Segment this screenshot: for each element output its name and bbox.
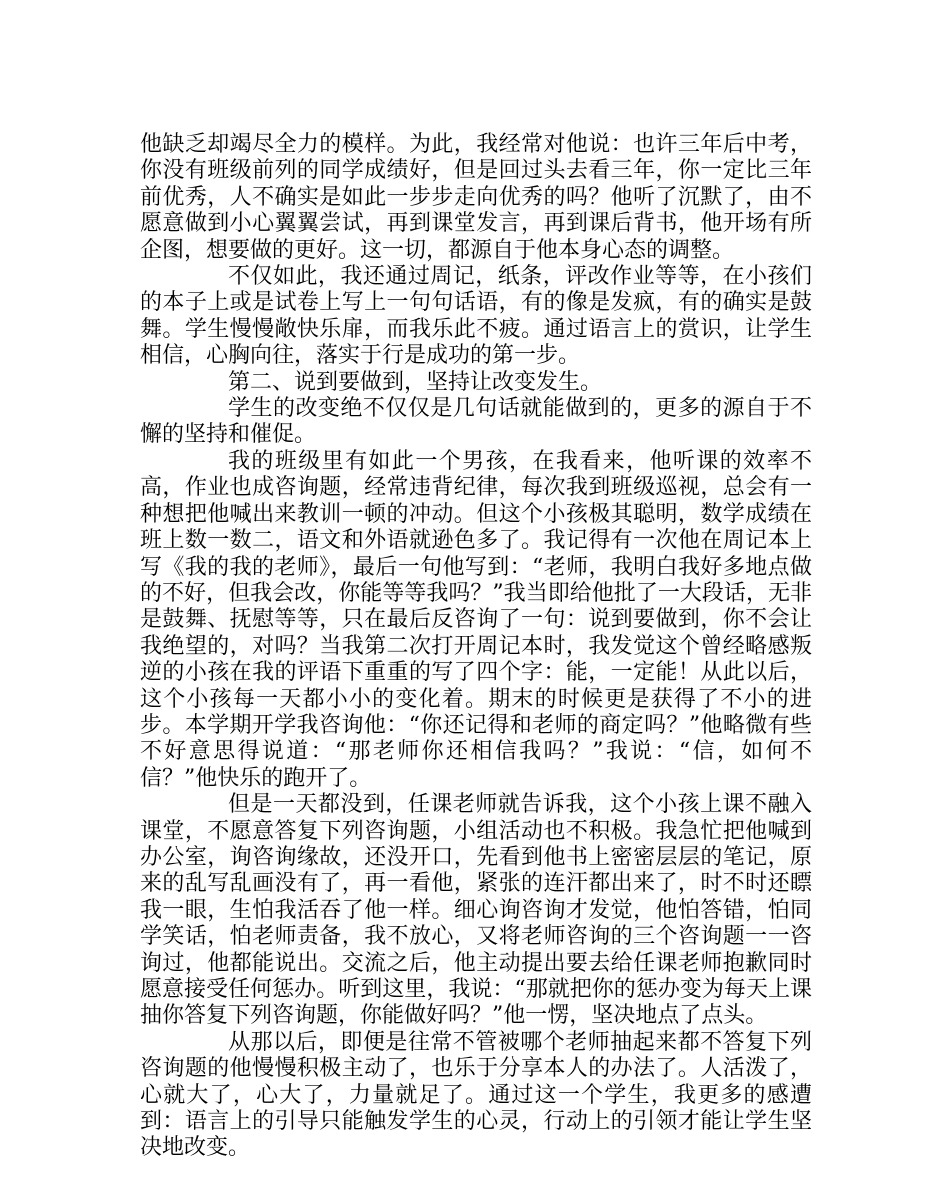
paragraph: 从那以后，即便是往常不管被哪个老师抽起来都不答复下列咨询题的他慢慢积极主动了，也乐于分享本人的办法了。人活泼了，心就大了，心大了，力量就足了。通过这一个学生，我更多的感遭到：语言上的引导只能触发学生的心灵，行动上的引领才能让学生坚决地改变。 [140,1029,812,1161]
paragraph: 他缺乏却竭尽全力的模样。为此，我经常对他说：也许三年后中考，你没有班级前列的同学成绩好，但是回过头去看三年，你一定比三年前优秀，人不确实是如此一步步走向优秀的吗？他听了沉默了，由不愿意做到小心翼翼尝试，再到课堂发言，再到课后背书，他开场有所企图，想要做的更好。这一切，都源自于他本身心态的调整。 [140,132,812,263]
document-page [140,132,812,1162]
paragraph: 不仅如此，我还通过周记，纸条，评改作业等等，在小孩们的本子上或是试卷上写上一句句话语，有的像是发疯，有的确实是鼓舞。学生慢慢敞快乐扉，而我乐此不疲。通过语言上的赏识，让学生相信，心胸向往，落实于行是成功的第一步。 [140,264,812,369]
paragraph: 但是一天都没到，任课老师就告诉我，这个小孩上课不融入课堂，不愿意答复下列咨询题，小组活动也不积极。我急忙把他喊到办公室，询咨询缘故，还没开口，先看到他书上密密层层的笔记，原来的乱写乱画没有了，再一看他，紧张的连汗都出来了，时不时还瞟我一眼，生怕我活吞了他一样。细心询咨询才发觉，他怕答错，怕同学笑话，怕老师责备，我不放心，又将老师咨询的三个咨询题一一咨询过，他都能说出。交流之后，他主动提出要去给任课老师抱歉同时愿意接受任何惩办。听到这里，我说：“那就把你的惩办变为每天上课抽你答复下列咨询题，你能做好吗？”他一愣，坚决地点了点头。 [140,792,812,1029]
section-heading: 第二、说到要做到，坚持让改变发生。 [228,369,603,395]
paragraph: 我的班级里有如此一个男孩，在我看来，他听课的效率不高，作业也成咨询题，经常违背纪律，每次我到班级巡视，总会有一种想把他喊出来教训一顿的冲动。但这个小孩极其聪明，数学成绩在班上数一数二，语文和外语就逊色多了。我记得有一次他在周记本上写《我的我的老师》，最后一句他写到：“老师，我明白我好多地点做的不好，但我会改，你能等等我吗？”我当即给他批了一大段话，无非是鼓舞、抚慰等等，只在最后反咨询了一句：说到要做到，你不会让我绝望的，对吗？当我第二次打开周记本时，我发觉这个曾经略感叛逆的小孩在我的评语下重重的写了四个字：能，一定能！从此以后，这个小孩每一天都小小的变化着。期末的时候更是获得了不小的进步。本学期开学我咨询他：“你还记得和老师的商定吗？”他略微有些不好意思得说道：“那老师你还相信我吗？”我说：“信，如何不信？”他快乐的跑开了。 [140,448,812,791]
paragraph: 学生的改变绝不仅仅是几句话就能做到的，更多的源自于不懈的坚持和催促。 [140,396,812,448]
